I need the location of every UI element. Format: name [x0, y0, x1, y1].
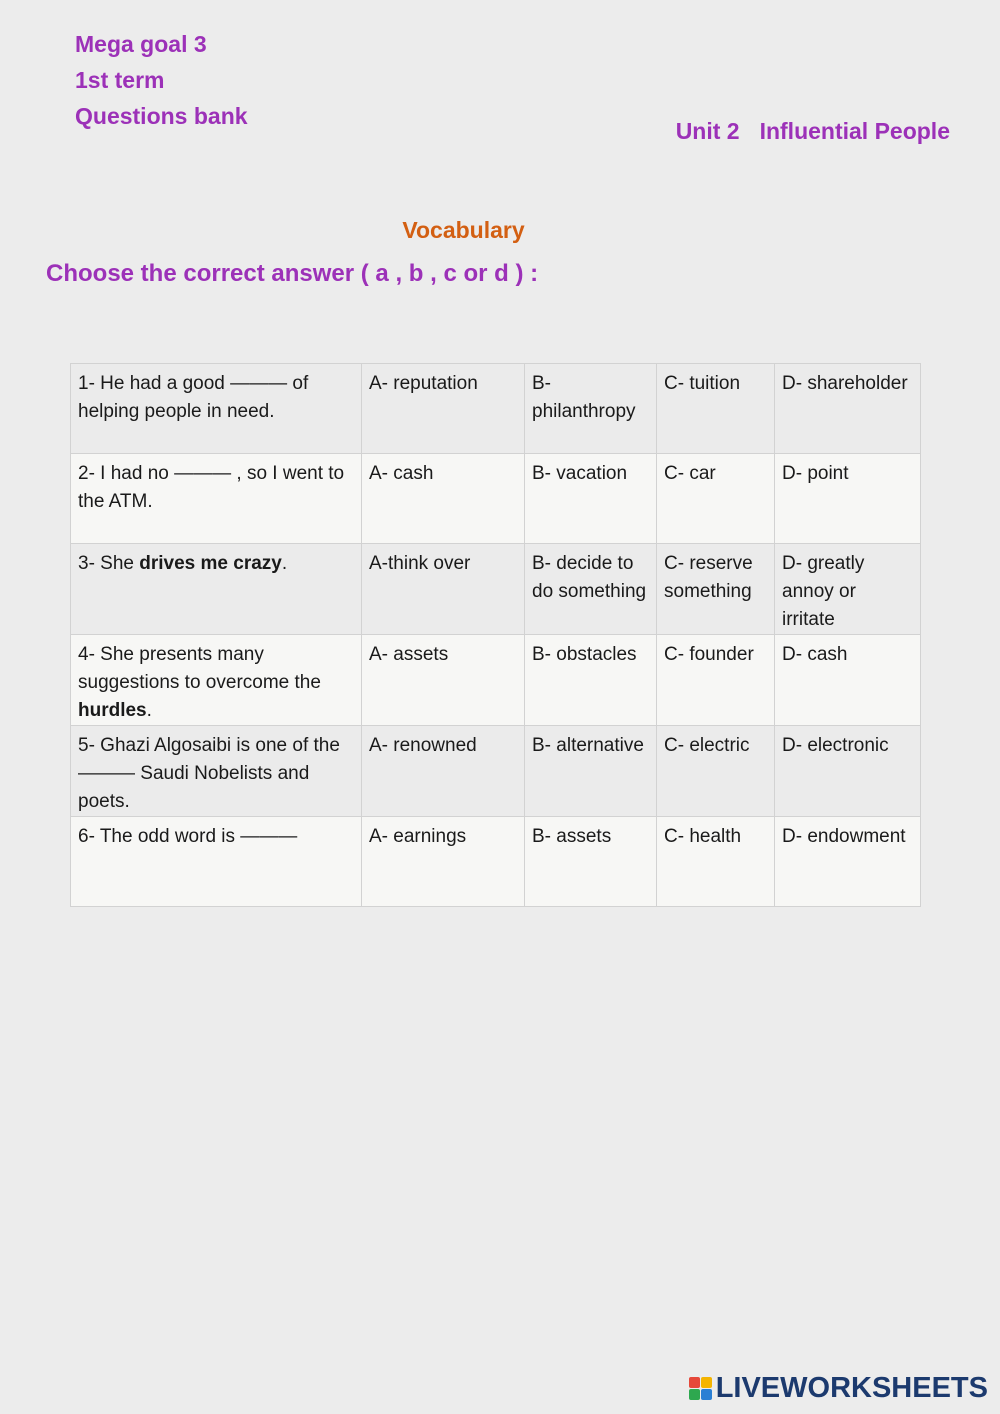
header-block [75, 26, 248, 134]
answer-option[interactable]: D- point [775, 454, 921, 544]
answer-option[interactable]: A- earnings [362, 817, 525, 907]
liveworksheets-logo [689, 1372, 988, 1405]
question-text [71, 817, 362, 907]
logo-icon-tile [689, 1389, 700, 1400]
section-title: Vocabulary [402, 217, 525, 243]
answer-option[interactable]: C- reserve something [657, 544, 775, 635]
logo-icon-tile [701, 1377, 712, 1388]
question-text-pre: 3- She [78, 553, 140, 574]
answer-option[interactable]: D- greatly annoy or irritate [775, 544, 921, 635]
question-text-post: . [281, 553, 288, 574]
answer-option[interactable]: C- founder [657, 635, 775, 726]
question-text [71, 364, 362, 454]
answer-option[interactable]: B- decide to do something [525, 544, 657, 635]
header-line-term: 1st term [75, 67, 165, 93]
answer-option[interactable]: B- philanthropy [525, 364, 657, 454]
question-text-pre: 2- I had no ——— , so I went to the ATM. [78, 463, 345, 512]
unit-number: Unit 2 [675, 118, 740, 144]
question-keyword: hurdles [78, 700, 147, 721]
question-row [71, 544, 921, 635]
answer-option[interactable]: C- health [657, 817, 775, 907]
question-row [71, 726, 921, 817]
answer-option[interactable]: D- shareholder [775, 364, 921, 454]
answer-option[interactable]: D- endowment [775, 817, 921, 907]
logo-icon-tile [689, 1377, 700, 1388]
answer-option[interactable]: B- vacation [525, 454, 657, 544]
question-text-pre: 4- She presents many suggestions to overcome the [78, 644, 321, 693]
question-text-pre: 1- He had a good ——— of helping people in need. [78, 373, 309, 422]
question-keyword: drives me crazy [139, 553, 282, 574]
question-row [71, 364, 921, 454]
answer-option[interactable]: C- electric [657, 726, 775, 817]
answer-option[interactable]: C- car [657, 454, 775, 544]
answer-option[interactable]: B- assets [525, 817, 657, 907]
logo-icon-tile [701, 1389, 712, 1400]
question-text [71, 726, 362, 817]
question-text-post: . [146, 700, 152, 721]
answer-option[interactable]: B- obstacles [525, 635, 657, 726]
answer-option[interactable]: C- tuition [657, 364, 775, 454]
question-text [71, 454, 362, 544]
question-text [71, 544, 362, 635]
answer-option[interactable]: D- electronic [775, 726, 921, 817]
question-row [71, 635, 921, 726]
unit-heading [676, 118, 950, 145]
answer-option[interactable]: A- assets [362, 635, 525, 726]
questions-table [70, 363, 921, 907]
question-text-pre: 5- Ghazi Algosaibi is one of the ——— Saudi Nobelists and poets. [78, 735, 340, 812]
answer-option[interactable]: A-think over [362, 544, 525, 635]
answer-option[interactable]: A- cash [362, 454, 525, 544]
question-row [71, 817, 921, 907]
instruction: Choose the correct answer ( a , b , c or d ) : [46, 260, 539, 287]
answer-option[interactable]: A- reputation [362, 364, 525, 454]
question-text [71, 635, 362, 726]
unit-title: Influential People [759, 118, 950, 144]
header-line-course: Mega goal 3 [75, 31, 207, 57]
header-line-bank: Questions bank [75, 103, 248, 129]
question-row [71, 454, 921, 544]
question-text-pre: 6- The odd word is ——— [78, 826, 298, 847]
answer-option[interactable]: B- alternative [525, 726, 657, 817]
answer-option[interactable]: D- cash [775, 635, 921, 726]
answer-option[interactable]: A- renowned [362, 726, 525, 817]
logo-icon [689, 1377, 712, 1400]
logo-text: LIVEWORKSHEETS [715, 1372, 988, 1404]
